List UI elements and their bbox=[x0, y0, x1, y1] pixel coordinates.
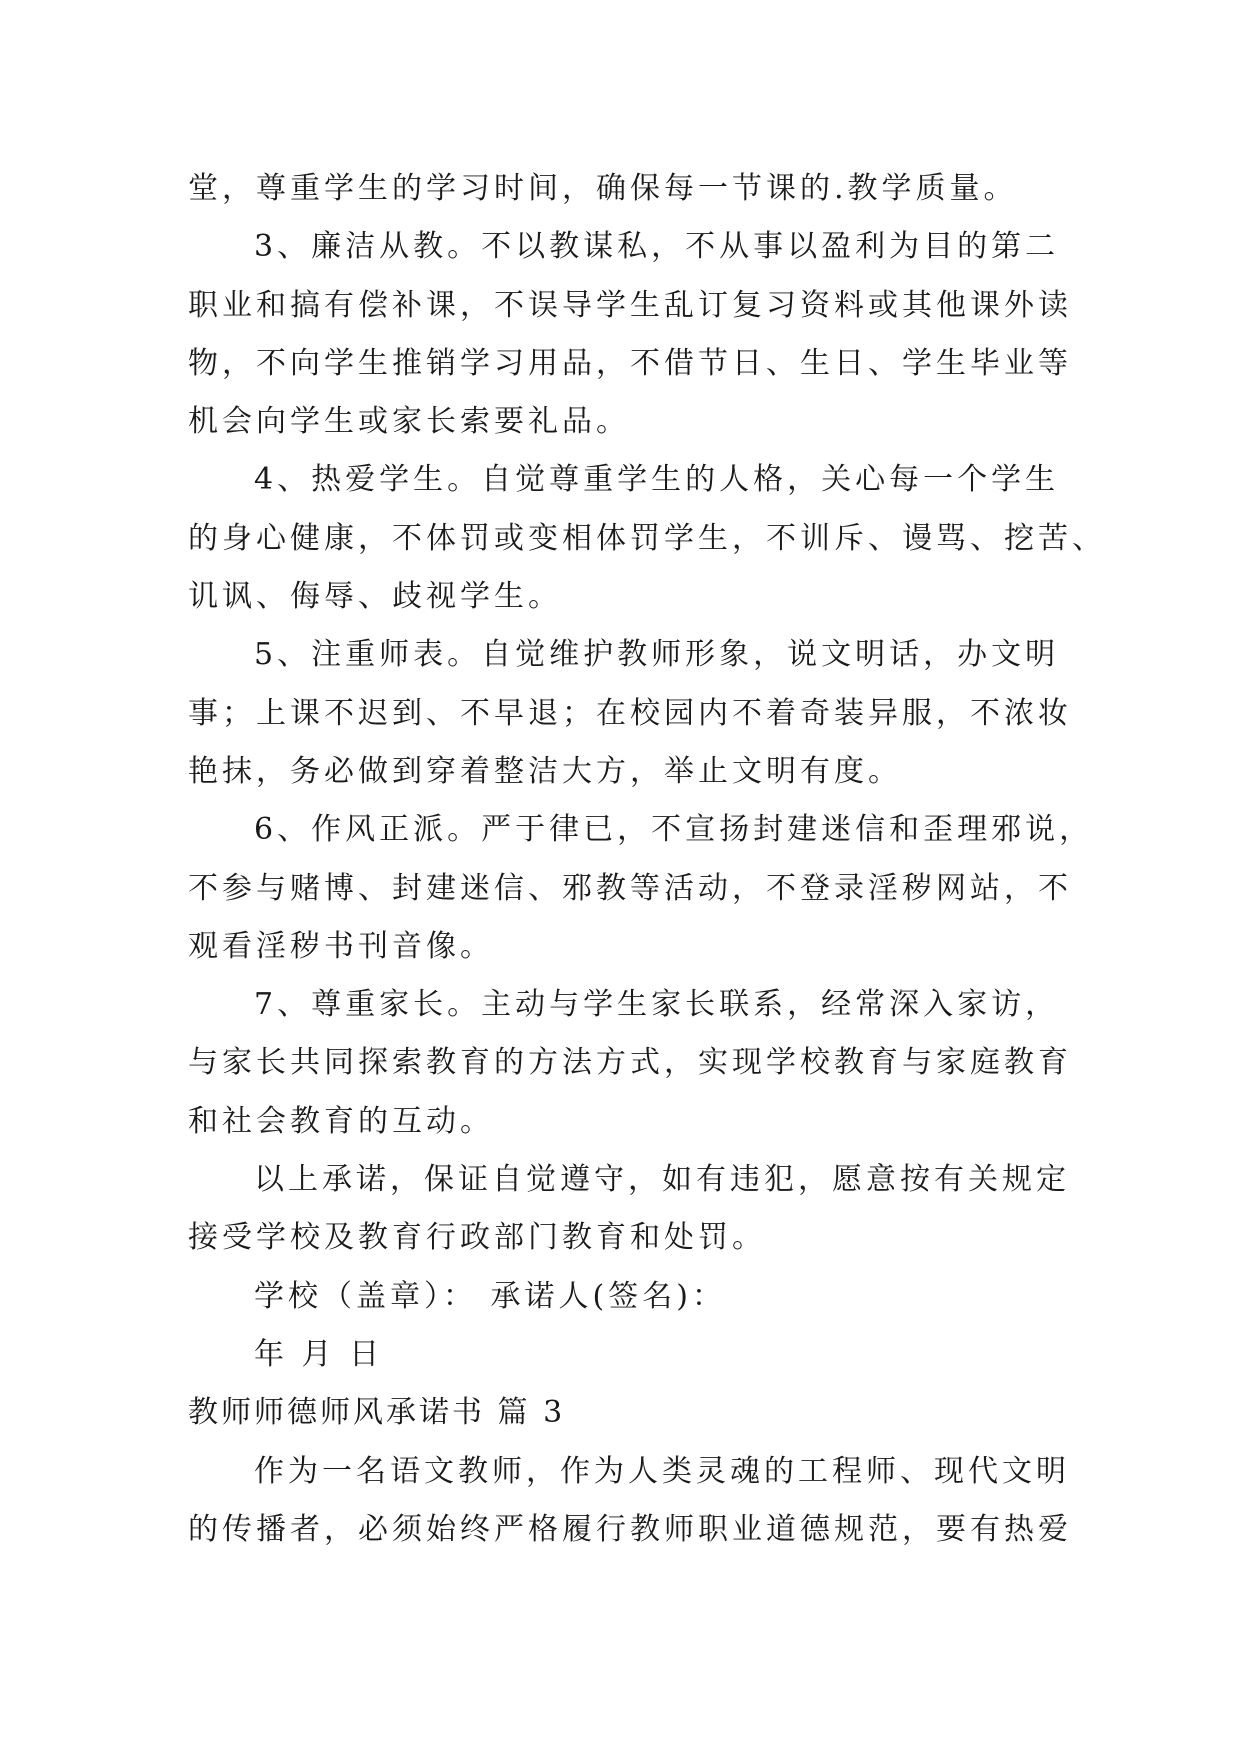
text-line-4: 物，不向学生推销学习用品，不借节日、生日、学生毕业等 bbox=[188, 345, 1072, 381]
text-line-2: 3、廉洁从教。不以教谋私，不从事以盈利为目的第二 bbox=[254, 229, 1060, 265]
text-line-17: 和社会教育的互动。 bbox=[188, 1103, 494, 1139]
text-line-23: 作为一名语文教师，作为人类灵魂的工程师、现代文明 bbox=[254, 1453, 1070, 1489]
text-line-14: 观看淫秽书刊音像。 bbox=[188, 928, 494, 964]
text-line-16: 与家长共同探索教育的方法方式，实现学校教育与家庭教育 bbox=[188, 1045, 1072, 1081]
text-line-11: 艳抹，务必做到穿着整洁大方，举止文明有度。 bbox=[188, 753, 902, 789]
text-line-6: 4、热爱学生。自觉尊重学生的人格，关心每一个学生 bbox=[254, 462, 1060, 498]
text-line-18: 以上承诺，保证自觉遵守，如有违犯，愿意按有关规定 bbox=[254, 1162, 1070, 1198]
signature-line: 学校（盖章）： 承诺人(签名)： bbox=[254, 1278, 726, 1314]
text-line-3: 职业和搞有偿补课，不误导学生乱订复习资料或其他课外读 bbox=[188, 287, 1072, 323]
text-line-13: 不参与赌博、封建迷信、邪教等活动，不登录淫秽网站，不 bbox=[188, 870, 1072, 906]
text-line-9: 5、注重师表。自觉维护教师形象，说文明话，办文明 bbox=[254, 637, 1060, 673]
text-line-19: 接受学校及教育行政部门教育和处罚。 bbox=[188, 1220, 766, 1256]
text-line-7: 的身心健康，不体罚或变相体罚学生，不训斥、谩骂、挖苦、 bbox=[188, 520, 1106, 556]
text-line-5: 机会向学生或家长索要礼品。 bbox=[188, 404, 630, 440]
text-line-8: 讥讽、侮辱、歧视学生。 bbox=[188, 579, 562, 615]
text-line-12: 6、作风正派。严于律已，不宣扬封建迷信和歪理邪说， bbox=[254, 812, 1094, 848]
text-line-1: 堂，尊重学生的学习时间，确保每一节课的.教学质量。 bbox=[188, 171, 1018, 206]
document-body bbox=[188, 160, 1106, 1559]
section-heading: 教师师德师风承诺书 篇 3 bbox=[188, 1395, 566, 1431]
text-line-24: 的传播者，必须始终严格履行教师职业道德规范，要有热爱 bbox=[188, 1511, 1072, 1547]
text-line-10: 事；上课不迟到、不早退；在校园内不着奇装异服，不浓妆 bbox=[188, 695, 1072, 731]
date-line: 年 月 日 bbox=[254, 1336, 384, 1372]
text-line-15: 7、尊重家长。主动与学生家长联系，经常深入家访， bbox=[254, 987, 1060, 1023]
